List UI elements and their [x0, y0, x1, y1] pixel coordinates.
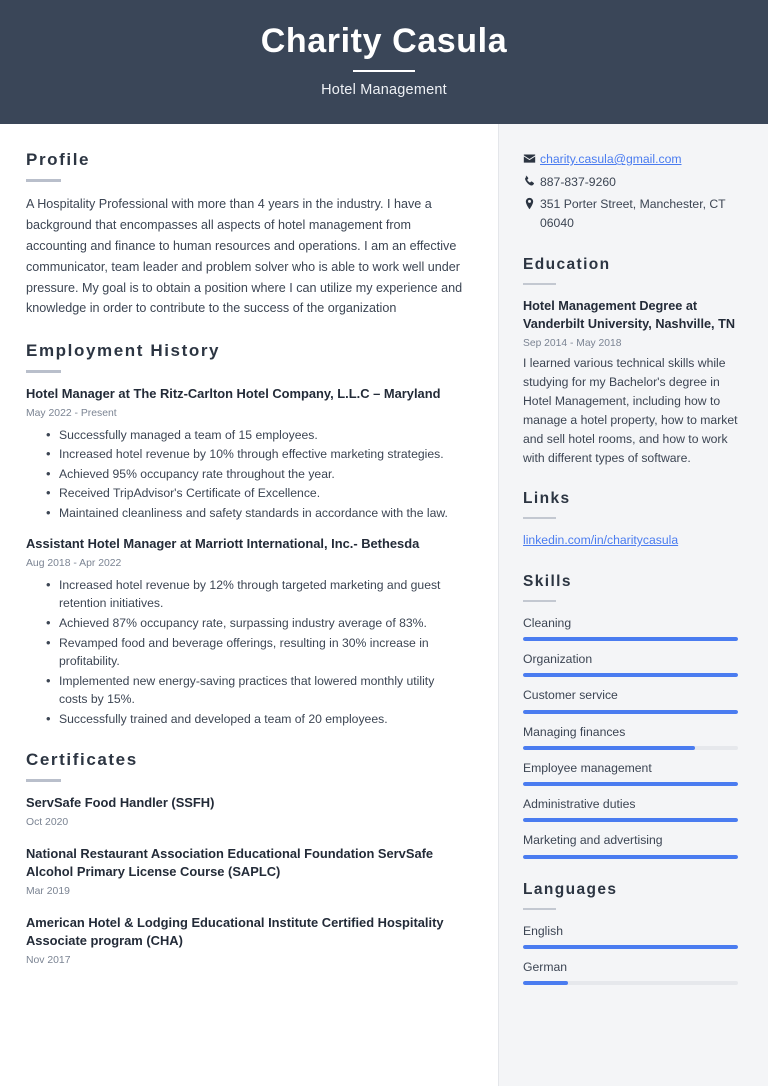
section-title-profile: Profile: [26, 150, 91, 169]
contact-row-phone: [523, 173, 738, 192]
skill-label: Managing finances: [523, 724, 626, 739]
employment-entry-date: May 2022 - Present: [26, 408, 117, 420]
section-title-links: Links: [523, 490, 571, 508]
page-title: Charity Casula: [260, 22, 508, 60]
section-title-skills: Skills: [523, 572, 572, 590]
skill-item: [523, 795, 738, 822]
section-divider: [523, 283, 556, 285]
certificate-date: Mar 2019: [26, 886, 70, 898]
skill-item: [523, 759, 738, 786]
section-employment-history: [26, 341, 466, 728]
section-divider: [26, 779, 61, 782]
skill-label: Organization: [523, 652, 593, 666]
language-bar-track: [523, 981, 738, 985]
skill-bar-fill: [523, 746, 695, 750]
language-label: German: [523, 960, 568, 975]
language-bar-fill: [523, 945, 738, 949]
languages-list: [523, 922, 738, 986]
header-divider: [353, 70, 415, 72]
skill-item: [523, 686, 738, 713]
section-languages: [523, 881, 738, 986]
section-divider: [523, 908, 556, 910]
list-item: • Received TripAdvisor's Certificate of Excellence.: [46, 484, 466, 503]
certificate-title: National Restaurant Association Educational Foundation ServSafe Alcohol Primary License Course (SAPLC): [26, 845, 434, 880]
contact-row-address: [523, 195, 738, 232]
list-item: • Maintained cleanliness and safety standards in accordance with the law.: [46, 504, 466, 523]
sidebar-column: [498, 124, 768, 1086]
skill-bar-track: [523, 782, 738, 786]
list-item: • Increased hotel revenue by 10% through effective marketing strategies.: [46, 445, 466, 464]
section-title-employment: Employment History: [26, 341, 221, 361]
section-profile: [26, 150, 466, 319]
skill-label: Customer service: [523, 688, 618, 703]
skill-label: Cleaning: [523, 615, 572, 630]
skill-bar-track: [523, 710, 738, 714]
header-subtitle: Hotel Management: [321, 82, 447, 99]
section-title-languages: Languages: [523, 880, 618, 898]
section-divider: [26, 370, 61, 373]
list-item: • Successfully managed a team of 15 employees.: [46, 426, 466, 445]
skill-bar-fill: [523, 673, 738, 677]
employment-entry-bullets: [46, 576, 466, 728]
list-item: • Implemented new energy-saving practices that lowered monthly utility costs by 15%.: [46, 672, 466, 709]
certificate-entry: [26, 794, 466, 831]
employment-entry-date: Aug 2018 - Apr 2022: [26, 558, 122, 570]
language-bar-track: [523, 945, 738, 949]
contact-list: [523, 150, 738, 232]
skill-bar-track: [523, 818, 738, 822]
section-education: [523, 256, 738, 468]
phone-number: 887-837-9260: [540, 174, 616, 189]
section-skills: [523, 573, 738, 859]
address-text: 351 Porter Street, Manchester, CT 06040: [540, 197, 726, 230]
skill-bar-track: [523, 673, 738, 677]
skill-bar-fill: [523, 818, 738, 822]
list-item: • Successfully trained and developed a team of 20 employees.: [46, 710, 466, 729]
skill-item: [523, 650, 738, 677]
employment-entry-bullets: [46, 426, 466, 523]
email-link[interactable]: charity.casula@gmail.com: [540, 152, 682, 166]
education-entry-date: Sep 2014 - May 2018: [523, 337, 622, 349]
linkedin-link[interactable]: linkedin.com/in/charitycasula: [523, 533, 679, 548]
section-divider: [523, 600, 556, 602]
resume-body: [0, 124, 768, 1086]
section-certificates: [26, 750, 466, 970]
resume-header: [0, 0, 768, 124]
certificate-date: Oct 2020: [26, 816, 69, 828]
skill-item: [523, 723, 738, 750]
contact-row-email: [523, 150, 738, 169]
profile-text: A Hospitality Professional with more than 4 years in the industry. I have a background that encompasses all aspects of hotel management from accounting and finance to human resources and operations. I am an effective communicator, team leader and problem solver who is able to work well under pressure. My goal is to obtain a position where I can utilize my experience and knowledge in order to contribute to the success of the organization: [26, 197, 463, 316]
section-title-education: Education: [523, 256, 611, 274]
skill-label: Marketing and advertising: [523, 833, 663, 848]
employment-entry: [26, 385, 466, 522]
envelope-icon: [523, 150, 540, 165]
employment-entry: [26, 535, 466, 728]
skill-bar-track: [523, 746, 738, 750]
language-item: [523, 922, 738, 949]
certificate-title: ServSafe Food Handler (SSFH): [26, 795, 215, 811]
employment-entry-title: Hotel Manager at The Ritz-Carlton Hotel Company, L.L.C – Maryland: [26, 386, 441, 402]
section-divider: [523, 517, 556, 519]
certificate-entry: [26, 845, 466, 901]
skill-label: Administrative duties: [523, 797, 636, 812]
list-item: • Revamped food and beverage offerings, resulting in 30% increase in profitability.: [46, 634, 466, 671]
skill-item: [523, 614, 738, 641]
certificate-entry: [26, 914, 466, 970]
section-title-certificates: Certificates: [26, 750, 138, 770]
phone-icon: [523, 173, 540, 188]
language-label: English: [523, 923, 563, 938]
skill-bar-fill: [523, 782, 738, 786]
location-pin-icon: [523, 195, 540, 210]
education-entry-text: I learned various technical skills while studying for my Bachelor's degree in Hotel Management, including how to manage a hotel property, how to market and sell hotel rooms, and how to work with different types of software.: [523, 356, 738, 466]
section-divider: [26, 179, 61, 182]
skills-list: [523, 614, 738, 859]
skill-bar-fill: [523, 710, 738, 714]
employment-entry-title: Assistant Hotel Manager at Marriott International, Inc.- Bethesda: [26, 536, 420, 552]
language-bar-fill: [523, 981, 568, 985]
main-column: [0, 124, 498, 1086]
list-item: • Increased hotel revenue by 12% through targeted marketing and guest retention initiatives.: [46, 576, 466, 613]
language-item: [523, 958, 738, 985]
education-entry-title: Hotel Management Degree at Vanderbilt University, Nashville, TN: [523, 299, 735, 332]
list-item: • Achieved 95% occupancy rate throughout the year.: [46, 465, 466, 484]
skill-bar-fill: [523, 637, 738, 641]
section-links: [523, 490, 738, 551]
skill-item: [523, 831, 738, 858]
skill-bar-track: [523, 855, 738, 859]
list-item: • Achieved 87% occupancy rate, surpassing industry average of 83%.: [46, 614, 466, 633]
certificate-date: Nov 2017: [26, 955, 71, 967]
certificate-title: American Hotel & Lodging Educational Institute Certified Hospitality Associate program (CHA): [26, 914, 444, 949]
skill-bar-track: [523, 637, 738, 641]
skill-bar-fill: [523, 855, 738, 859]
skill-label: Employee management: [523, 760, 652, 775]
